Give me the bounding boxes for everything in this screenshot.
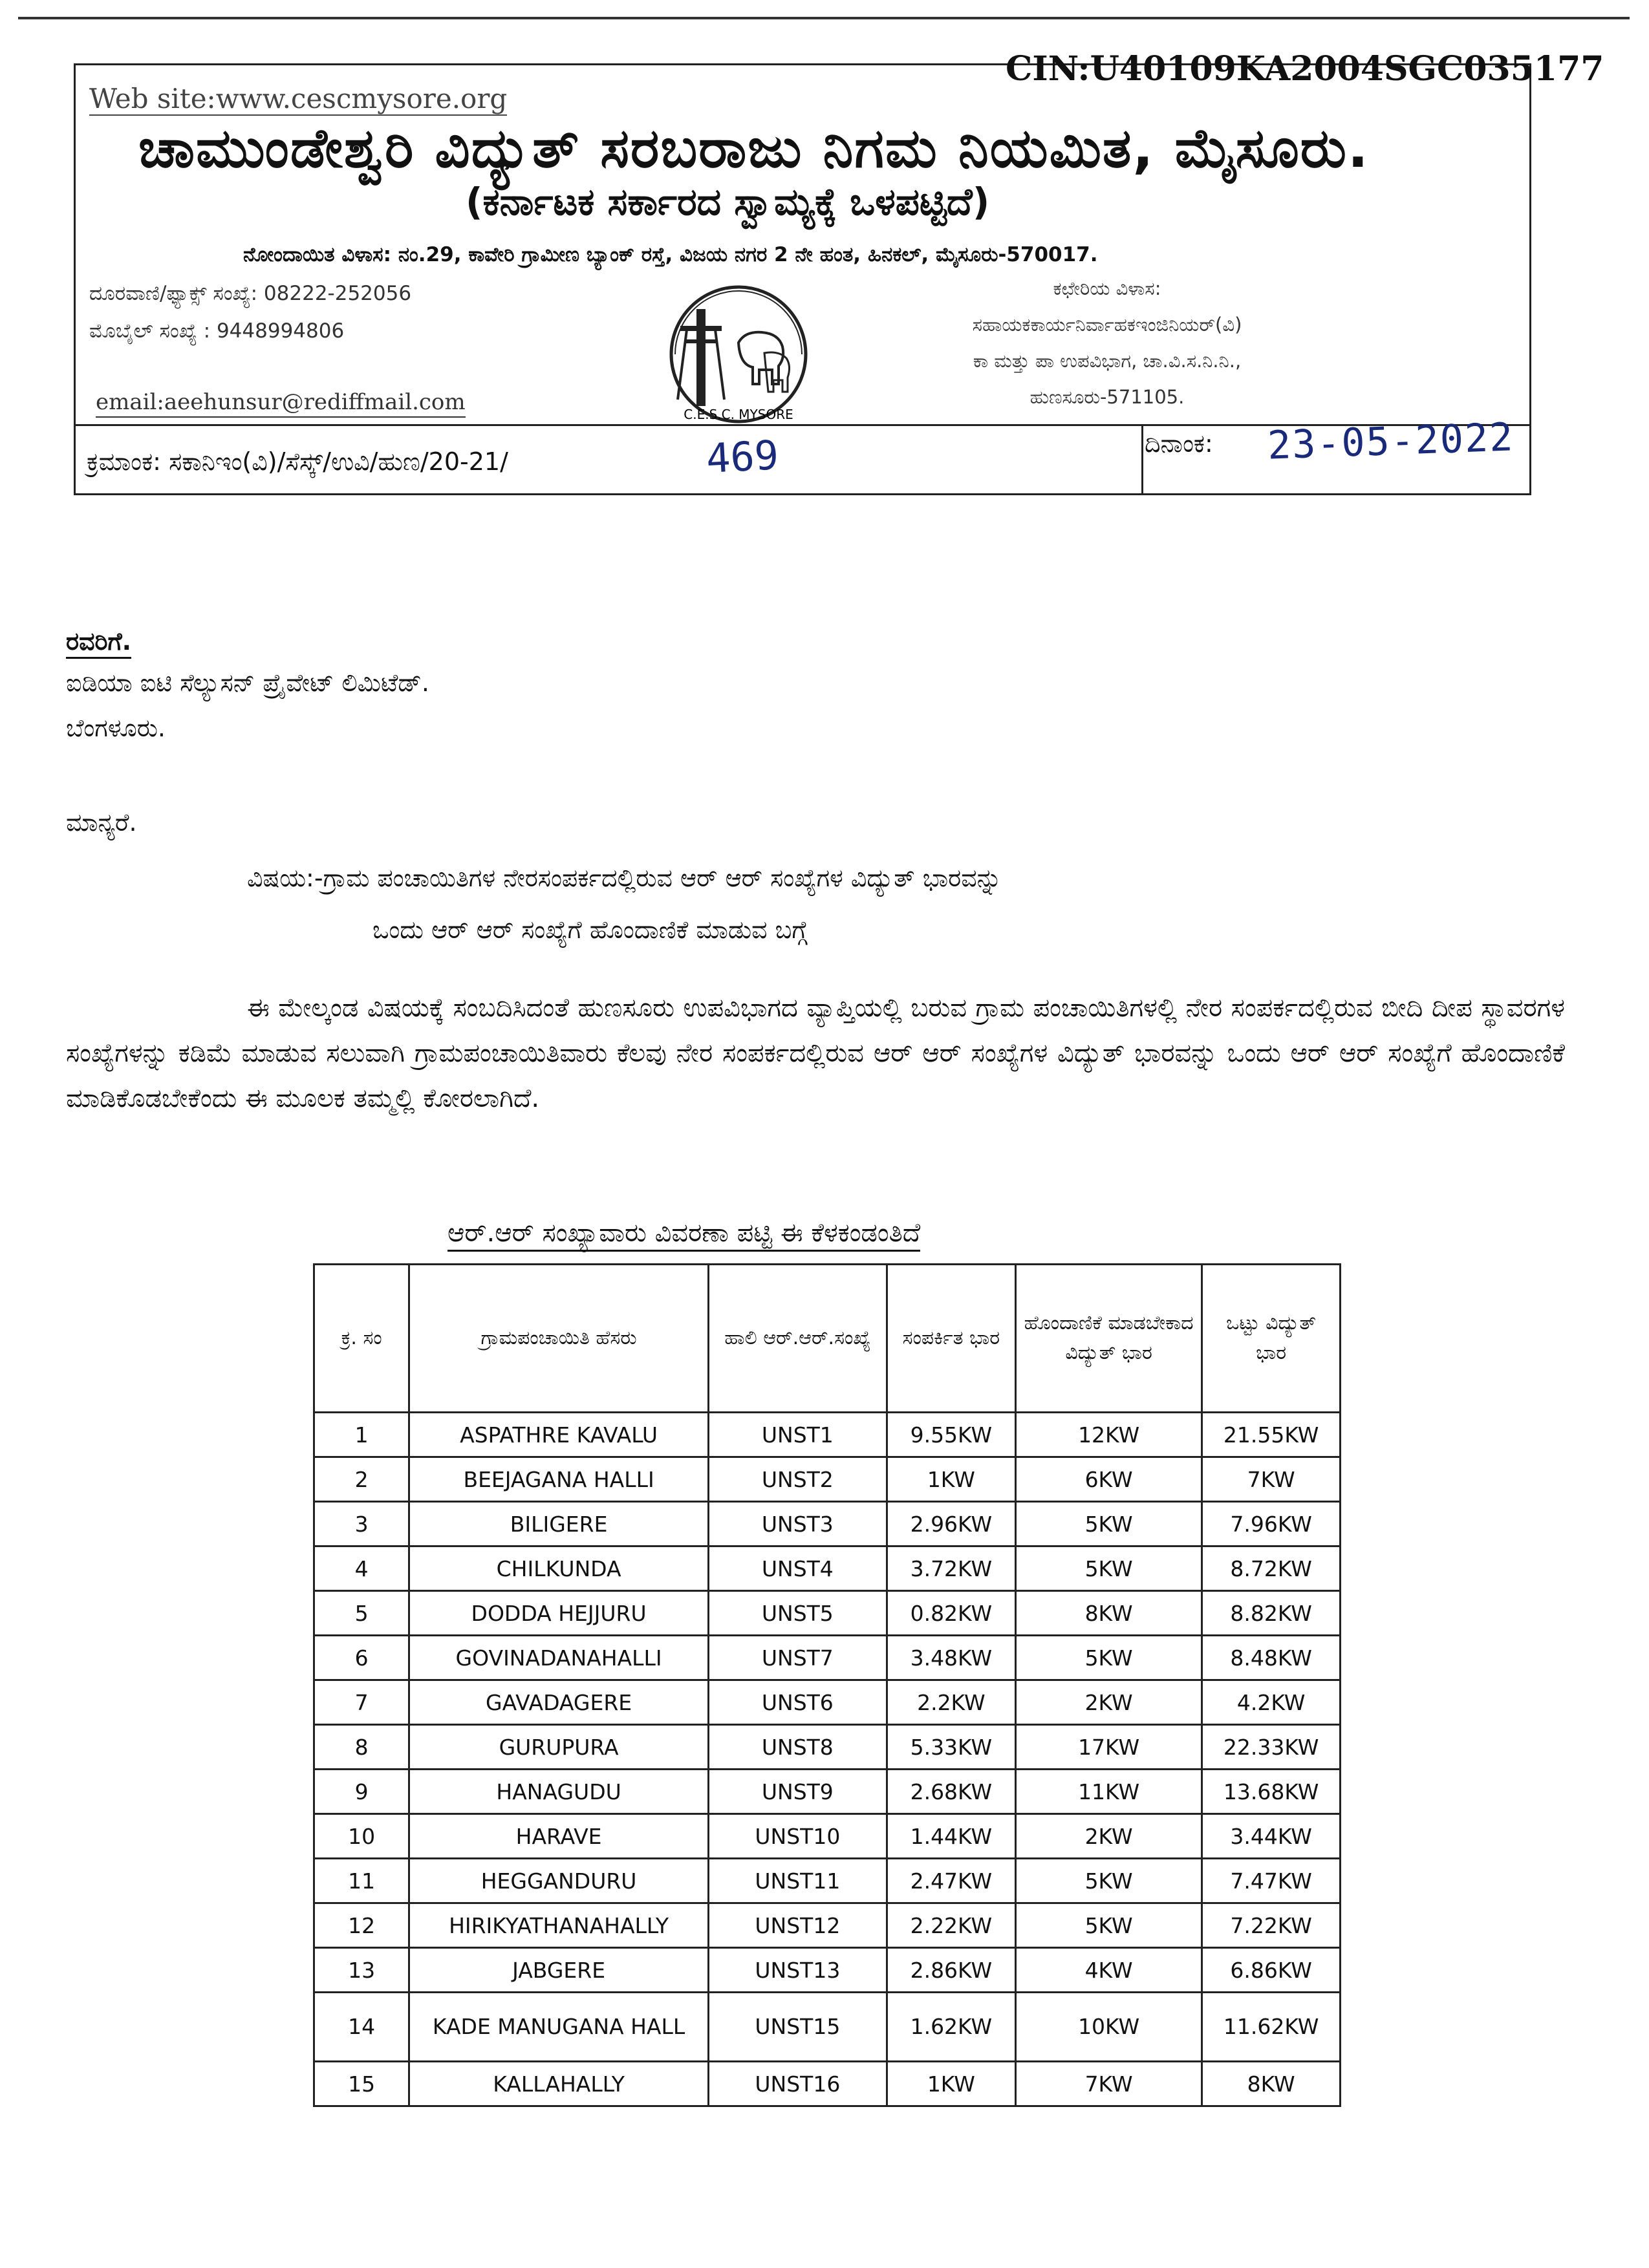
cell-total-load: 7.22KW — [1202, 1903, 1341, 1948]
table-row — [314, 2062, 1341, 2106]
ref-date-separator — [1141, 424, 1143, 495]
cell-connected-load: 0.82KW — [887, 1591, 1015, 1636]
table-row — [314, 1591, 1341, 1636]
col-header-rr-number: ಹಾಲಿ ಆರ್.ಆರ್.ಸಂಖ್ಯೆ — [708, 1265, 887, 1413]
cell-total-load: 7.47KW — [1202, 1859, 1341, 1903]
cell-connected-load: 3.48KW — [887, 1636, 1015, 1680]
cell-serial: 13 — [314, 1948, 409, 1993]
office-address-line: ಸಹಾಯಕಕಾರ್ಯನಿರ್ವಾಹಕಇಂಜಿನಿಯರ್(ವಿ) — [972, 314, 1242, 336]
cell-total-load: 21.55KW — [1202, 1413, 1341, 1457]
cell-load-to-adjust: 5KW — [1015, 1502, 1202, 1546]
cell-connected-load: 1.44KW — [887, 1814, 1015, 1859]
col-header-connected-load: ಸಂಪರ್ಕಿತ ಭಾರ — [887, 1265, 1015, 1413]
cell-connected-load: 5.33KW — [887, 1725, 1015, 1770]
cell-load-to-adjust: 4KW — [1015, 1948, 1202, 1993]
cell-serial: 6 — [314, 1636, 409, 1680]
col-header-serial: ಕ್ರ. ಸಂ — [314, 1265, 409, 1413]
cell-connected-load: 1.62KW — [887, 1993, 1015, 2062]
cell-rr-number: UNST8 — [708, 1725, 887, 1770]
cell-panchayat-name: DODDA HEJJURU — [409, 1591, 709, 1636]
cell-rr-number: UNST16 — [708, 2062, 887, 2106]
cell-serial: 3 — [314, 1502, 409, 1546]
cell-load-to-adjust: 11KW — [1015, 1770, 1202, 1814]
salutation: ಮಾನ್ಯರೆ. — [66, 808, 137, 837]
recipient-name: ಐಡಿಯಾ ಐಟಿ ಸೆಲ್ಯುಸನ್ ಪ್ರೈವೇಟ್ ಲಿಮಿಟೆಡ್. — [66, 669, 429, 697]
table-row — [314, 1948, 1341, 1993]
cell-connected-load: 2.2KW — [887, 1680, 1015, 1725]
table-row — [314, 1814, 1341, 1859]
cell-rr-number: UNST5 — [708, 1591, 887, 1636]
cell-serial: 8 — [314, 1725, 409, 1770]
table-row — [314, 1502, 1341, 1546]
table-body — [314, 1413, 1341, 2106]
cell-rr-number: UNST15 — [708, 1993, 887, 2062]
cell-panchayat-name: HANAGUDU — [409, 1770, 709, 1814]
cell-panchayat-name: HEGGANDURU — [409, 1859, 709, 1903]
table-row — [314, 1413, 1341, 1457]
office-address — [816, 270, 1398, 415]
office-address-line: ಹುಣಸೂರು-571105. — [1029, 386, 1185, 408]
cell-connected-load: 2.96KW — [887, 1502, 1015, 1546]
cell-panchayat-name: GAVADAGERE — [409, 1680, 709, 1725]
cell-serial: 1 — [314, 1413, 409, 1457]
cell-panchayat-name: KADE MANUGANA HALL — [409, 1993, 709, 2062]
table-row — [314, 1680, 1341, 1725]
cell-serial: 11 — [314, 1859, 409, 1903]
table-row — [314, 1903, 1341, 1948]
organization-name: ಚಾಮುಂಡೇಶ್ವರಿ ವಿದ್ಯುತ್ ಸರಬರಾಜು ನಿಗಮ ನಿಯಮಿತ, ಮೈಸೂರು. — [138, 116, 1370, 180]
cell-load-to-adjust: 8KW — [1015, 1591, 1202, 1636]
cell-connected-load: 2.22KW — [887, 1903, 1015, 1948]
cell-serial: 12 — [314, 1903, 409, 1948]
cell-rr-number: UNST10 — [708, 1814, 887, 1859]
cell-connected-load: 2.68KW — [887, 1770, 1015, 1814]
organization-subtitle: (ಕರ್ನಾಟಕ ಸರ್ಕಾರದ ಸ್ವಾಮ್ಯಕ್ಕೆ ಒಳಪಟ್ಟಿದೆ) — [466, 180, 990, 224]
cell-total-load: 8.72KW — [1202, 1546, 1341, 1591]
cell-serial: 7 — [314, 1680, 409, 1725]
cell-rr-number: UNST2 — [708, 1457, 887, 1502]
cell-serial: 14 — [314, 1993, 409, 2062]
cell-load-to-adjust: 2KW — [1015, 1680, 1202, 1725]
cell-total-load: 8KW — [1202, 2062, 1341, 2106]
cell-load-to-adjust: 6KW — [1015, 1457, 1202, 1502]
cell-total-load: 22.33KW — [1202, 1725, 1341, 1770]
table-row — [314, 1770, 1341, 1814]
date-value: 23-05-2022 — [1266, 414, 1515, 469]
cell-connected-load: 9.55KW — [887, 1413, 1015, 1457]
table-header-row — [314, 1265, 1341, 1413]
cell-serial: 10 — [314, 1814, 409, 1859]
cin-number: CIN:U40109KA2004SGC035177 — [1006, 49, 1604, 89]
table-row — [314, 1993, 1341, 2062]
body-paragraph: ಈ ಮೇಲ್ಕಂಡ ವಿಷಯಕ್ಕೆ ಸಂಬದಿಸಿದಂತೆ ಹುಣಸೂರು ಉಪವಿಭಾಗದ ವ್ಯಾಪ್ತಿಯಲ್ಲಿ ಬರುವ ಗ್ರಾಮ ಪಂಚಾಯಿತಿಗಳಲ್ಲಿ ನೇರ ಸಂಪರ್ಕದಲ್ಲಿರುವ ಬೀದಿ ದೀಪ ಸ್ಥಾವರಗಳ ಸಂಖ್ಯೆಗಳನ್ನು ಕಡಿಮೆ ಮಾಡುವ ಸಲುವಾಗಿ ಗ್ರಾಮಪಂಚಾಯಿತಿವಾರು ಕೆಲವು ನೇರ ಸಂಪರ್ಕದಲ್ಲಿರುವ ಆರ್ ಆರ್ ಸಂಖ್ಯೆಗಳ ವಿದ್ಯುತ್ ಭಾರವನ್ನು ಒಂದು ಆರ್ ಆರ್ ಸಂಖ್ಯೆಗೆ ಹೊಂದಾಣಿಕೆ ಮಾಡಿಕೊಡಬೇಕೆಂದು ಈ ಮೂಲಕ ತಮ್ಮಲ್ಲಿ ಕೋರಲಾಗಿದೆ. — [66, 993, 1565, 1113]
cell-serial: 4 — [314, 1546, 409, 1591]
cesc-logo — [641, 283, 835, 425]
cell-connected-load: 3.72KW — [887, 1546, 1015, 1591]
cell-rr-number: UNST3 — [708, 1502, 887, 1546]
top-rule — [18, 17, 1630, 19]
cell-rr-number: UNST11 — [708, 1859, 887, 1903]
cell-connected-load: 1KW — [887, 1457, 1015, 1502]
office-address-line: ಕಛೇರಿಯ ವಿಳಾಸ: — [1053, 277, 1161, 299]
col-header-load-to-adjust: ಹೊಂದಾಣಿಕೆ ಮಾಡಬೇಕಾದ ವಿದ್ಯುತ್ ಭಾರ — [1015, 1265, 1202, 1413]
cell-panchayat-name: ASPATHRE KAVALU — [409, 1413, 709, 1457]
cell-load-to-adjust: 17KW — [1015, 1725, 1202, 1770]
reference-label: ಕ್ರಮಾಂಕ: ಸಕಾನಿಇಂ(ವಿ)/ಸೆಸ್ಕ್/ಉವಿ/ಹುಣ/20-21/ — [87, 447, 508, 476]
cell-serial: 2 — [314, 1457, 409, 1502]
cell-load-to-adjust: 12KW — [1015, 1413, 1202, 1457]
cell-panchayat-name: GURUPURA — [409, 1725, 709, 1770]
subject-line-1: ವಿಷಯ:-ಗ್ರಾಮ ಪಂಚಾಯಿತಿಗಳ ನೇರಸಂಪರ್ಕದಲ್ಲಿರುವ ಆರ್ ಆರ್ ಸಂಖ್ಯೆಗಳ ವಿದ್ಯುತ್ ಭಾರವನ್ನು — [247, 864, 1002, 892]
date-label: ದಿನಾಂಕ: — [1145, 429, 1213, 458]
phone-number: ದೂರವಾಣಿ/ಫ್ಯಾಕ್ಸ್ ಸಂಖ್ಯೆ: 08222-252056 — [89, 282, 412, 305]
cell-panchayat-name: HARAVE — [409, 1814, 709, 1859]
cell-connected-load: 2.86KW — [887, 1948, 1015, 1993]
cell-panchayat-name: KALLAHALLY — [409, 2062, 709, 2106]
cell-load-to-adjust: 5KW — [1015, 1903, 1202, 1948]
cell-panchayat-name: HIRIKYATHANAHALLY — [409, 1903, 709, 1948]
cell-total-load: 7KW — [1202, 1457, 1341, 1502]
cell-panchayat-name: CHILKUNDA — [409, 1546, 709, 1591]
office-address-line: ಕಾ ಮತ್ತು ಪಾ ಉಪವಿಭಾಗ, ಚಾ.ವಿ.ಸ.ನಿ.ನಿ., — [973, 350, 1242, 372]
cell-connected-load: 1KW — [887, 2062, 1015, 2106]
cell-rr-number: UNST1 — [708, 1413, 887, 1457]
cell-total-load: 4.2KW — [1202, 1680, 1341, 1725]
cell-rr-number: UNST6 — [708, 1680, 887, 1725]
cell-load-to-adjust: 10KW — [1015, 1993, 1202, 2062]
cell-serial: 9 — [314, 1770, 409, 1814]
cell-total-load: 13.68KW — [1202, 1770, 1341, 1814]
rr-load-table — [313, 1263, 1341, 2107]
cell-load-to-adjust: 5KW — [1015, 1859, 1202, 1903]
cell-rr-number: UNST12 — [708, 1903, 887, 1948]
recipient-city: ಬೆಂಗಳೂರು. — [66, 714, 166, 742]
cell-rr-number: UNST13 — [708, 1948, 887, 1993]
table-row — [314, 1725, 1341, 1770]
cell-total-load: 8.48KW — [1202, 1636, 1341, 1680]
table-row — [314, 1859, 1341, 1903]
col-header-panchayat: ಗ್ರಾಮಪಂಚಾಯಿತಿ ಹೆಸರು — [409, 1265, 709, 1413]
cell-panchayat-name: BEEJAGANA HALLI — [409, 1457, 709, 1502]
table-row — [314, 1636, 1341, 1680]
logo-text: C.E.S.C. MYSORE — [684, 407, 793, 422]
table-row — [314, 1457, 1341, 1502]
cell-total-load: 11.62KW — [1202, 1993, 1341, 2062]
table-row — [314, 1546, 1341, 1591]
subject-line-2: ಒಂದು ಆರ್ ಆರ್ ಸಂಖ್ಯೆಗೆ ಹೊಂದಾಣಿಕೆ ಮಾಡುವ ಬಗ್ಗೆ — [372, 915, 808, 944]
cell-load-to-adjust: 2KW — [1015, 1814, 1202, 1859]
cell-load-to-adjust: 7KW — [1015, 2062, 1202, 2106]
cell-load-to-adjust: 5KW — [1015, 1636, 1202, 1680]
cell-total-load: 6.86KW — [1202, 1948, 1341, 1993]
cell-panchayat-name: BILIGERE — [409, 1502, 709, 1546]
col-header-total-load: ಒಟ್ಟು ವಿದ್ಯುತ್ ಭಾರ — [1202, 1265, 1341, 1413]
reference-number: 469 — [705, 431, 780, 482]
website-text: Web site:www.cescmysore.org — [89, 83, 508, 114]
cell-total-load: 3.44KW — [1202, 1814, 1341, 1859]
cell-serial: 5 — [314, 1591, 409, 1636]
cell-rr-number: UNST9 — [708, 1770, 887, 1814]
registered-address: ನೋಂದಾಯಿತ ವಿಳಾಸ: ನಂ.29, ಕಾವೇರಿ ಗ್ರಾಮೀಣ ಬ್ಯಾಂಕ್ ರಸ್ತೆ, ವಿಜಯ ನಗರ 2 ನೇ ಹಂತ, ಹಿನಕಲ್, ಮೈಸೂರು-570017. — [243, 243, 1098, 266]
cell-connected-load: 2.47KW — [887, 1859, 1015, 1903]
email-address: email:aeehunsur@rediffmail.com — [96, 389, 466, 415]
cell-total-load: 8.82KW — [1202, 1591, 1341, 1636]
mobile-number: ಮೊಬೈಲ್ ಸಂಖ್ಯೆ : 9448994806 — [89, 319, 345, 343]
recipient-heading: ರವರಿಗೆ. — [66, 627, 132, 656]
cell-serial: 15 — [314, 2062, 409, 2106]
cell-load-to-adjust: 5KW — [1015, 1546, 1202, 1591]
cell-rr-number: UNST4 — [708, 1546, 887, 1591]
table-title: ಆರ್.ಆರ್ ಸಂಖ್ಯಾವಾರು ವಿವರಣಾ ಪಟ್ಟಿ ಈ ಕೆಳಕಂಡಂತಿದೆ — [447, 1218, 921, 1248]
cell-panchayat-name: GOVINADANAHALLI — [409, 1636, 709, 1680]
cell-rr-number: UNST7 — [708, 1636, 887, 1680]
cell-panchayat-name: JABGERE — [409, 1948, 709, 1993]
cell-total-load: 7.96KW — [1202, 1502, 1341, 1546]
